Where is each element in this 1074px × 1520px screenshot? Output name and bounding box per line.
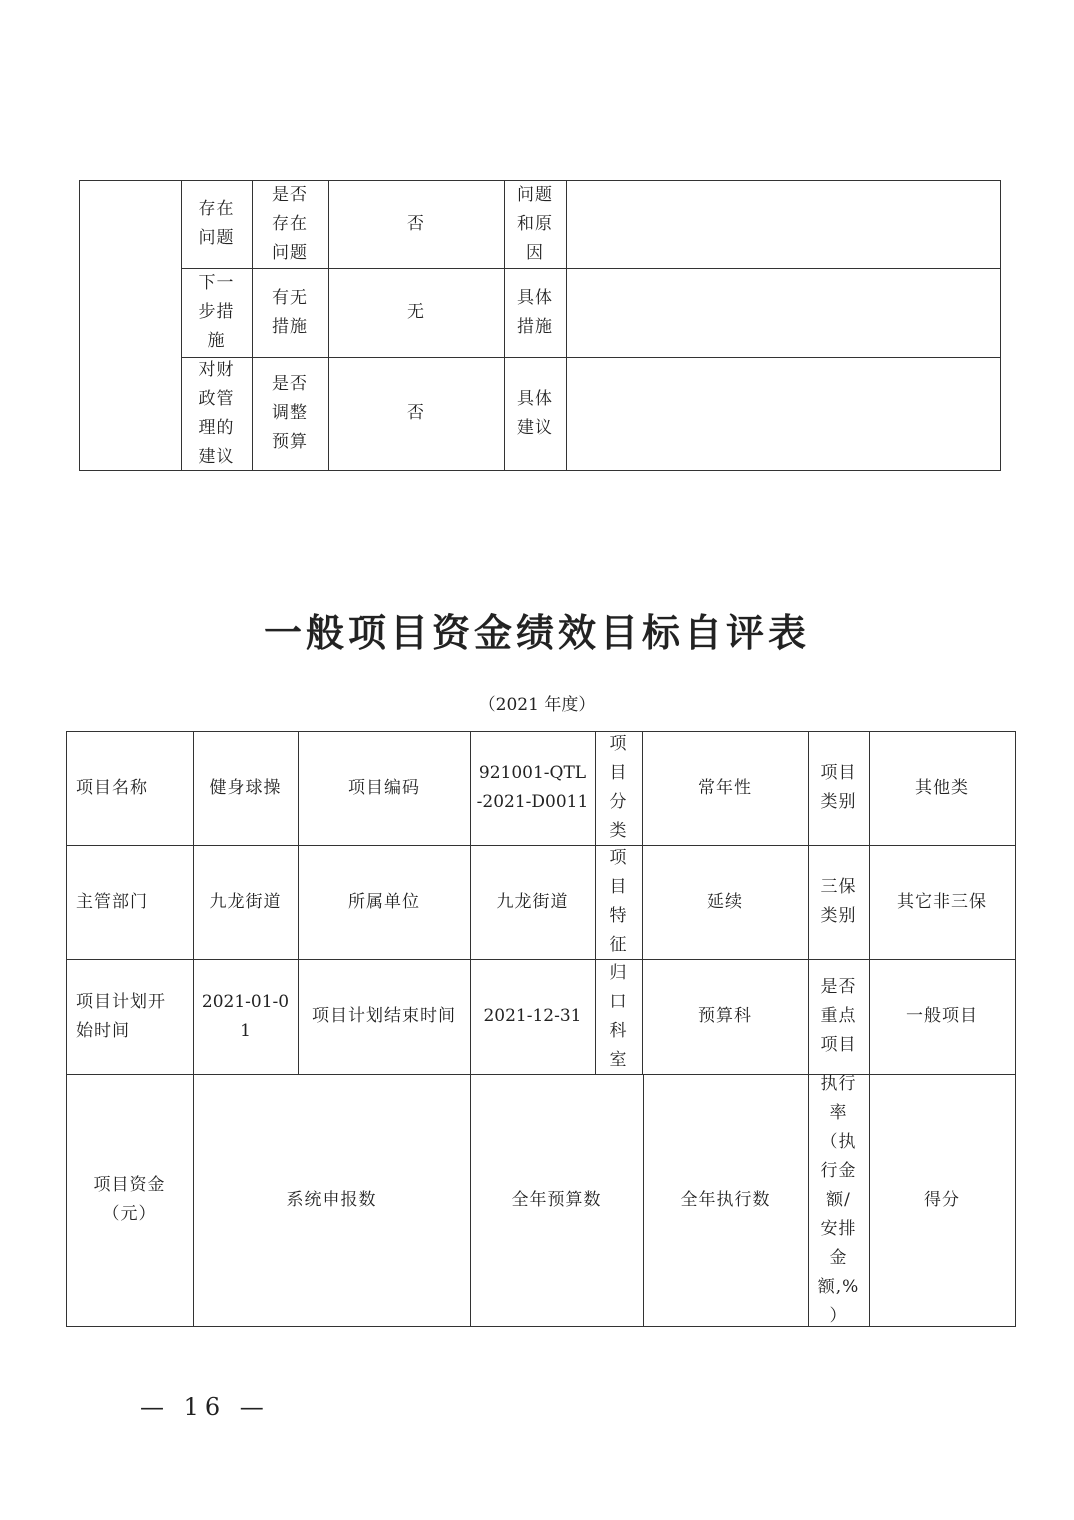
budget-label-cell bbox=[470, 1074, 643, 1326]
suggestion-category: 对财 政管 理的 建议 bbox=[198, 359, 235, 467]
unit-label-cell bbox=[298, 845, 470, 959]
project-name-value-cell bbox=[193, 731, 298, 845]
office-label: 归 口 科 室 bbox=[609, 962, 628, 1070]
project-type-value: 其他类 bbox=[915, 777, 969, 798]
next-step-question-cell bbox=[252, 268, 328, 357]
unit-label: 所属单位 bbox=[348, 891, 420, 912]
suggestion-category-cell bbox=[181, 357, 252, 470]
suggestion-detail-cell bbox=[566, 357, 1000, 470]
problem-question-cell bbox=[252, 180, 328, 268]
project-code-value-cell bbox=[470, 731, 595, 845]
declared-label-cell bbox=[193, 1074, 470, 1326]
suggestion-question: 是否 调整 预算 bbox=[272, 374, 308, 452]
project-type-value-cell bbox=[869, 731, 1015, 845]
project-class-value-cell bbox=[642, 731, 808, 845]
project-code-label-cell bbox=[298, 731, 470, 845]
next-step-detail-cell bbox=[566, 268, 1000, 357]
problem-question: 是否 存在 问题 bbox=[272, 184, 308, 263]
next-step-detail-label-cell bbox=[504, 268, 566, 357]
key-project-label-cell bbox=[808, 959, 869, 1074]
declared-label: 系统申报数 bbox=[286, 1189, 377, 1210]
problem-answer: 否 bbox=[407, 213, 425, 234]
problem-answer-cell bbox=[328, 180, 504, 268]
project-code-label: 项目编码 bbox=[348, 777, 420, 798]
office-value-cell bbox=[642, 959, 808, 1074]
executed-label: 全年执行数 bbox=[680, 1189, 771, 1210]
feature-value-cell bbox=[642, 845, 808, 959]
feature-label: 项 目 特 征 bbox=[609, 848, 628, 955]
dept-value-cell bbox=[193, 845, 298, 959]
problem-detail-cell bbox=[566, 180, 1000, 268]
score-label: 得分 bbox=[924, 1189, 960, 1210]
suggestion-detail-label-cell bbox=[504, 357, 566, 470]
project-type-label-cell bbox=[808, 731, 869, 845]
project-class-value: 常年性 bbox=[698, 777, 752, 798]
feature-label-cell bbox=[595, 845, 642, 959]
feature-value: 延续 bbox=[707, 891, 743, 912]
suggestion-answer-cell bbox=[328, 357, 504, 470]
end-time-label-cell bbox=[298, 959, 470, 1074]
next-step-category-cell bbox=[181, 268, 252, 357]
dept-label: 主管部门 bbox=[76, 891, 148, 912]
project-type-label: 项目 类别 bbox=[820, 763, 857, 812]
key-project-label: 是否 重点 项目 bbox=[820, 977, 857, 1055]
executed-label-cell bbox=[643, 1074, 808, 1326]
project-name-value: 健身球操 bbox=[209, 777, 282, 798]
unit-value: 九龙街道 bbox=[496, 891, 569, 912]
next-step-answer: 无 bbox=[407, 302, 425, 322]
guarantee-value-cell bbox=[869, 845, 1015, 959]
project-code-value: 921001-QTL -2021-D0011 bbox=[476, 763, 589, 812]
funds-label-cell bbox=[66, 1074, 193, 1326]
guarantee-value: 其它非三保 bbox=[897, 891, 987, 912]
problem-category: 存在 问题 bbox=[198, 199, 235, 248]
form-year: （2021 年度） bbox=[478, 695, 596, 715]
unit-value-cell bbox=[470, 845, 595, 959]
suggestion-answer: 否 bbox=[407, 403, 425, 423]
key-project-value-cell bbox=[869, 959, 1015, 1074]
start-time-value: 2021-01-0 1 bbox=[201, 991, 290, 1041]
project-name-label-cell bbox=[66, 731, 193, 845]
next-step-question: 有无 措施 bbox=[272, 287, 308, 337]
end-time-value: 2021-12-31 bbox=[483, 1006, 582, 1026]
page-number: — 16 — bbox=[140, 1393, 270, 1421]
project-class-label-cell bbox=[595, 731, 642, 845]
start-time-label-cell bbox=[66, 959, 193, 1074]
guarantee-label-cell bbox=[808, 845, 869, 959]
suggestion-question-cell bbox=[252, 357, 328, 470]
dept-label-cell bbox=[66, 845, 193, 959]
next-step-category: 下一 步措 施 bbox=[198, 273, 235, 351]
score-label-cell bbox=[869, 1074, 1015, 1326]
rate-label-cell bbox=[808, 1074, 869, 1326]
problem-category-cell bbox=[181, 180, 252, 268]
rate-label: 执行 率 （执 行金 额/ 安排 金 额,% ） bbox=[817, 1073, 860, 1326]
end-time-label: 项目计划结束时间 bbox=[312, 1006, 456, 1026]
start-time-value-cell bbox=[193, 959, 298, 1074]
end-time-value-cell bbox=[470, 959, 595, 1074]
next-step-detail-label: 具体 措施 bbox=[517, 287, 553, 337]
problem-detail-label-cell bbox=[504, 180, 566, 268]
project-name-label: 项目名称 bbox=[76, 777, 148, 798]
suggestion-detail-label: 具体 建议 bbox=[517, 388, 553, 438]
budget-label: 全年预算数 bbox=[511, 1189, 602, 1210]
problem-detail-label: 问题 和原 因 bbox=[517, 184, 553, 263]
office-value: 预算科 bbox=[698, 1006, 752, 1026]
key-project-value: 一般项目 bbox=[906, 1006, 978, 1026]
guarantee-label: 三保 类别 bbox=[820, 877, 857, 926]
next-step-answer-cell bbox=[328, 268, 504, 357]
dept-value: 九龙街道 bbox=[209, 891, 282, 912]
funds-label: 项目资金 （元） bbox=[93, 1175, 166, 1224]
office-label-cell bbox=[595, 959, 642, 1074]
project-class-label: 项 目 分 类 bbox=[609, 734, 628, 841]
start-time-label: 项目计划开 始时间 bbox=[76, 991, 166, 1041]
form-title: 一般项目资金绩效目标自评表 bbox=[263, 610, 810, 655]
